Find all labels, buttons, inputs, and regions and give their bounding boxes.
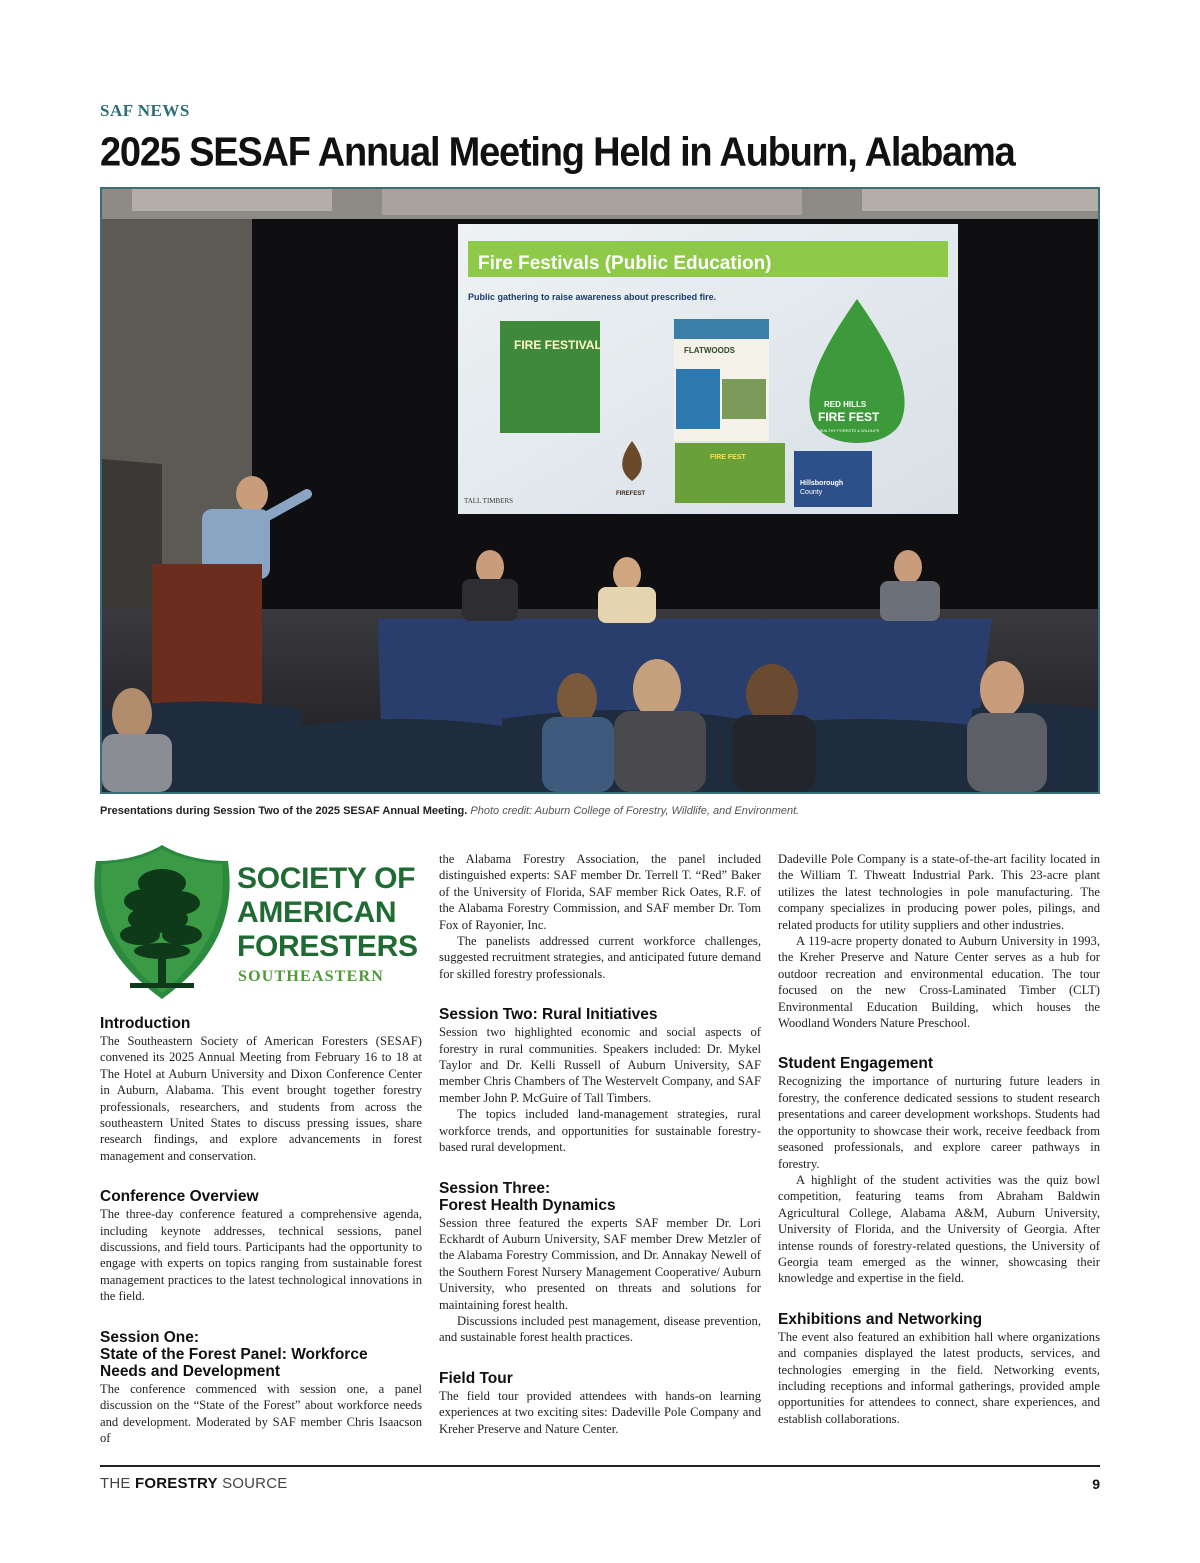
heading-session-one-line-2: State of the Forest Panel: Workforce	[100, 1345, 368, 1363]
article-headline: 2025 SESAF Annual Meeting Held in Auburn, Alabama	[100, 130, 1015, 176]
heading-session-one-line-3: Needs and Development	[100, 1362, 281, 1380]
column-1	[100, 1015, 422, 1446]
paragraph-session-one: The conference commenced with session one, a panel discussion on the “State of the Forest” about workforce needs and development. Moderated by SAF member Chris Isaacson of	[100, 1381, 422, 1445]
heading-conference-overview: Conference Overview	[100, 1188, 259, 1206]
poster-fire-fest-small: FIRE FEST	[710, 454, 746, 461]
caption-text: Presentations during Session Two of the 2025 SESAF Annual Meeting.	[100, 805, 468, 817]
paragraph-session-one-continued: the Alabama Forestry Association, the panel included distinguished experts: SAF member Dr. Terrell T. “Red” Baker of the University of Florida, SAF member Rick Oates, R.F. of the Alabama Forestry Commission, and SAF member Dr. Tom Fox of Rayonier, Inc.	[439, 852, 761, 932]
footer-brand	[100, 1475, 287, 1492]
poster-red-hills-3: HEALTHY FORESTS & WILDLIFE	[818, 428, 880, 433]
column-2	[439, 851, 761, 1437]
poster-tall-timbers: TALL TIMBERS	[464, 497, 514, 505]
paragraph-introduction: The Southeastern Society of American Foresters (SESAF) convened its 2025 Annual Meeting from February 16 to 18 at The Hotel at Auburn University and Dixon Conference Center in Auburn, Alabama. This event brought together forestry professionals, researchers, and students from across the southeastern United States to discuss pressing issues, share research findings, and explore advancements in forest management and conservation.	[100, 1034, 422, 1163]
heading-exhibitions: Exhibitions and Networking	[778, 1310, 983, 1328]
slide-title: Fire Festivals (Public Education)	[478, 253, 772, 274]
photo-caption	[100, 805, 1100, 817]
footer-brand-the: THE	[100, 1475, 131, 1492]
column-3	[778, 851, 1100, 1427]
paragraph-session-three: Session three featured the experts SAF member Dr. Lori Eckhardt of Auburn University, SAF member Drew Metzler of the Alabama Forestry Commission, and Dr. Annakay Newell of the Southern Forest Nursery Management Cooperative/ Auburn University, who presented on threats and solutions for maintaining forest health.	[439, 1215, 761, 1312]
footer-brand-source: SOURCE	[222, 1475, 288, 1492]
paragraph-session-three-discussions: Discussions included pest management, disease prevention, and sustainable forest health practices.	[439, 1313, 761, 1345]
paragraph-field-tour: The field tour provided attendees with hands-on learning experiences at two exciting sites: Dadeville Pole Company and Kreher Preserve and Nature Center.	[439, 1388, 761, 1436]
photo-credit: Photo credit: Auburn College of Forestry, Wildlife, and Environment.	[470, 805, 800, 817]
heading-field-tour: Field Tour	[439, 1369, 513, 1387]
poster-fire-festival: FIRE FESTIVAL	[514, 338, 602, 352]
poster-hillsborough-1: Hillsborough	[800, 480, 844, 487]
paragraph-conference-overview: The three-day conference featured a comprehensive agenda, including keynote addresses, technical sessions, panel discussions, and field tours. Participants had the opportunity to engage with experts on topics ranging from sustainable forest management practices to the latest technological innovations in the field.	[100, 1207, 422, 1304]
heading-session-three	[439, 1180, 761, 1214]
paragraph-exhibitions: The event also featured an exhibition hall where organizations and companies displayed the latest products, services, and technologies emerging in the field. Networking events, including receptions and informal gatherings, provided ample opportunities for attendees to connect, share experiences, and establish collaborations.	[778, 1329, 1100, 1426]
poster-flatwoods: FLATWOODS	[684, 346, 735, 355]
poster-hillsborough-2: County	[800, 489, 823, 496]
conference-photo	[100, 187, 1100, 794]
paragraph-quiz-bowl: A highlight of the student activities was the quiz bowl competition, featuring teams from Abraham Baldwin Agricultural College, Alabama A&M, Auburn University, University of Florida, and the University of Georgia. After intense rounds of forestry-related questions, the University of Georgia team emerged as the winner, showcasing their knowledge and expertise in the field.	[778, 1172, 1100, 1286]
paragraph-dadeville: Dadeville Pole Company is a state-of-the-art facility located in the William T. Thweatt Industrial Park. This 23-acre plant utilizes the latest technologies in pole manufacturing. The company specializes in producing power poles, pilings, and related products for utility suppliers and other industries.	[778, 852, 1100, 932]
poster-red-hills-2: FIRE FEST	[818, 410, 880, 424]
logo-subtitle: SOUTHEASTERN	[238, 968, 384, 985]
paragraph-kreher: A 119-acre property donated to Auburn University in 1993, the Kreher Preserve and Nature Center serves as a hub for outdoor recreation and environmental education. The tour focused on the new Cross-Laminated Timber (CLT) Environmental Education Building, which houses the Woodland Wonders Nature Preschool.	[778, 934, 1100, 1031]
paragraph-student-engagement: Recognizing the importance of nurturing future leaders in forestry, the conference dedicated sessions to student research presentations and career development workshops. Students had the opportunity to showcase their work, receive feedback from seasoned professionals, and explore career pathways in forestry.	[778, 1074, 1100, 1171]
section-label: SAF NEWS	[100, 101, 190, 120]
heading-session-one	[100, 1329, 422, 1380]
paragraph-session-two-topics: The topics included land-management strategies, rural workforce trends, and opportunities for sustainable forestry-based rural development.	[439, 1107, 761, 1155]
footer-rule	[100, 1465, 1100, 1467]
slide-subtitle: Public gathering to raise awareness about prescribed fire.	[468, 292, 717, 302]
poster-red-hills-1: RED HILLS	[824, 400, 867, 409]
logo-line-3: FORESTERS	[237, 930, 418, 963]
page-number: 9	[1092, 1476, 1100, 1492]
heading-student-engagement: Student Engagement	[778, 1055, 934, 1073]
paragraph-session-one-panelists: The panelists addressed current workforce challenges, suggested recruitment strategies, and anticipated future demand for skilled forestry professionals.	[439, 934, 761, 981]
heading-introduction: Introduction	[100, 1015, 191, 1032]
logo-wordmark	[237, 862, 418, 964]
logo-line-1: SOCIETY OF	[237, 862, 416, 895]
heading-session-two: Session Two: Rural Initiatives	[439, 1006, 658, 1024]
heading-session-three-line-1: Session Three:	[439, 1179, 551, 1197]
heading-session-three-line-2: Forest Health Dynamics	[439, 1196, 616, 1214]
poster-firefest: FIREFEST	[616, 491, 646, 497]
logo-line-2: AMERICAN	[237, 896, 397, 929]
footer-brand-forestry: FORESTRY	[134, 1475, 218, 1492]
heading-session-one-line-1: Session One:	[100, 1328, 200, 1346]
paragraph-session-two: Session two highlighted economic and social aspects of forestry in rural communities. Speakers included: Dr. Mykel Taylor and Dr. Kelli Russell of Auburn University, SAF member Chris Chambers of The Westervelt Company, and SAF member John P. McGuire of Tall Timbers.	[439, 1025, 761, 1105]
